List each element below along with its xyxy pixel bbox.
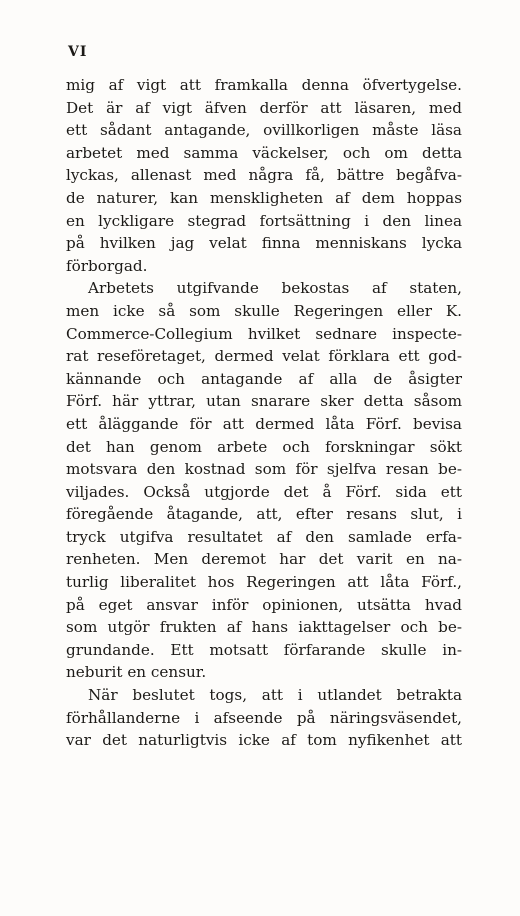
text-line: mig af vigt att framkalla denna öfvertygelse. (66, 76, 462, 94)
text-line: grundande. Ett motsatt förfarande skulle in- (66, 640, 462, 659)
text-line: lyckas, allenast med några få, bättre begåfva- (66, 166, 462, 185)
text-line: renheten. Men deremot har det varit en na- (66, 550, 462, 569)
text-line: som utgör frukten af hans iakttagelser och be- (66, 618, 462, 637)
text-line: rat reseföretaget, dermed velat förklara ett god- (66, 347, 462, 366)
text-line: förborgad. (66, 256, 148, 275)
text-line: de naturer, kan menskligheten af dem hoppas (66, 188, 462, 207)
text-line: men icke så som skulle Regeringen eller K. (66, 301, 462, 320)
text-line: på hvilken jag velat finna menniskans lycka (66, 234, 462, 253)
text-line: turlig liberalitet hos Regeringen att låta Förf., (66, 573, 462, 592)
text-line: det han genom arbete och forskningar sökt (66, 437, 462, 456)
text-line: föregående åtagande, att, efter resans slut, i (66, 505, 462, 524)
text-line: förhållanderne i afseende på näringsväsendet, (66, 708, 462, 727)
text-line: på eget ansvar inför opinionen, utsätta hvad (66, 595, 462, 614)
text-line: När beslutet togs, att i utlandet betrakta (88, 686, 462, 705)
text-line: var det naturligtvis icke af tom nyfikenhet att (66, 731, 462, 750)
text-line: ett sådant antagande, ovillkorligen måste läsa (66, 121, 462, 140)
text-line: kännande och antagande af alla de åsigter (66, 369, 462, 388)
text-line: ett åläggande för att dermed låta Förf. bevisa (66, 414, 462, 433)
page-number: VI (68, 44, 88, 60)
text-line: en lyckligare stegrad fortsättning i den linea (66, 211, 462, 230)
text-line: arbetet med samma väckelser, och om detta (66, 143, 462, 162)
text-line: motsvara den kostnad som för sjelfva resan be- (66, 460, 462, 479)
body-text (66, 74, 462, 752)
text-line: Commerce-Collegium hvilket sednare inspecte- (66, 324, 462, 343)
text-line: neburit en censur. (66, 663, 207, 682)
text-line: viljades. Också utgjorde det å Förf. sida ett (66, 482, 462, 501)
text-line: Förf. här yttrar, utan snarare sker detta såsom (66, 392, 462, 411)
text-line: Det är af vigt äfven derför att läsaren, med (66, 98, 462, 117)
text-line: Arbetets utgifvande bekostas af staten, (88, 279, 462, 298)
text-line: tryck utgifva resultatet af den samlade erfa- (66, 527, 462, 546)
